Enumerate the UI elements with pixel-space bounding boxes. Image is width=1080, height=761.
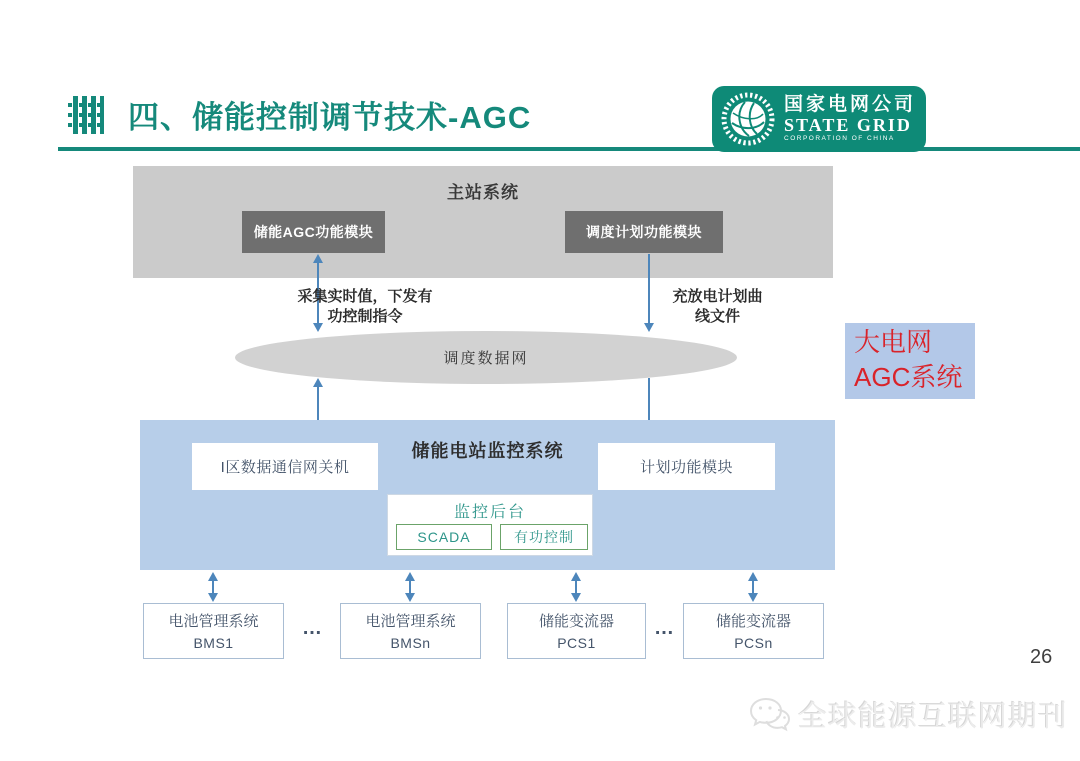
dispatch-plan-module-box: 调度计划功能模块 — [565, 211, 723, 253]
dispatch-data-network-ellipse: 调度数据网 — [235, 331, 737, 384]
device-name: 储能变流器 — [715, 613, 791, 630]
logo-text — [784, 95, 916, 143]
device-name: 储能变流器 — [538, 613, 614, 630]
device-box-bmsn — [340, 603, 481, 659]
arrow-monitor-to-bmsn — [409, 581, 411, 593]
monitor-backend-panel — [387, 494, 593, 556]
link-label-realtime-line2: 功控制指令 — [327, 308, 403, 326]
logo-name-sub: CORPORATION OF CHINA — [784, 135, 895, 143]
active-power-control-box: 有功控制 — [500, 524, 588, 550]
logo-name-cn: 国家电网公司 — [784, 94, 917, 116]
scada-box: SCADA — [396, 524, 492, 550]
monitor-system-panel — [140, 420, 835, 570]
grid-agc-label-line1: 大电网 — [854, 327, 933, 357]
device-id: PCSn — [734, 634, 773, 651]
link-label-plan-curve — [645, 287, 790, 328]
ellipsis-bms: … — [302, 617, 322, 639]
ellipsis-pcs: … — [654, 617, 674, 639]
watermark — [748, 694, 1068, 735]
arrow-monitor-to-pcsn — [752, 581, 754, 593]
plan-function-module-box: 计划功能模块 — [598, 443, 775, 490]
page-number: 26 — [1030, 646, 1053, 668]
device-id: BMSn — [390, 634, 431, 651]
device-name: 电池管理系统 — [168, 613, 259, 630]
link-label-realtime-line1: 采集实时值，下发有 — [297, 288, 433, 305]
arrow-monitor-to-pcs1 — [575, 581, 577, 593]
globe-icon — [720, 91, 776, 147]
device-name: 电池管理系统 — [365, 613, 456, 630]
page-title: 四、储能控制调节技术-AGC — [128, 100, 532, 135]
device-box-pcsn — [683, 603, 824, 659]
link-label-plan-curve-line1: 充放电计划曲 — [672, 288, 763, 305]
device-box-bms1 — [143, 603, 284, 659]
state-grid-logo — [712, 86, 926, 152]
title-marker-icon — [68, 94, 104, 136]
device-id: PCS1 — [557, 634, 596, 651]
monitor-system-title: 储能电站监控系统 — [411, 441, 564, 461]
gateway-box: I区数据通信网关机 — [192, 443, 378, 490]
agc-module-box: 储能AGC功能模块 — [242, 211, 385, 253]
master-station-panel — [133, 166, 833, 278]
device-id: BMS1 — [193, 634, 234, 651]
device-box-pcs1 — [507, 603, 646, 659]
link-label-plan-curve-line2: 线文件 — [694, 308, 740, 326]
link-label-realtime — [255, 287, 475, 328]
header-divider — [58, 147, 1080, 151]
master-station-title: 主站系统 — [447, 183, 519, 202]
wechat-icon — [748, 696, 792, 734]
watermark-text: 全球能源互联网期刊 — [798, 701, 1069, 733]
grid-agc-label-line2: AGC系统 — [854, 362, 963, 393]
monitor-backend-title: 监控后台 — [453, 504, 526, 521]
grid-agc-label — [845, 323, 975, 399]
logo-name-en: STATE GRID — [784, 115, 912, 136]
arrow-monitor-to-bms1 — [212, 581, 214, 593]
